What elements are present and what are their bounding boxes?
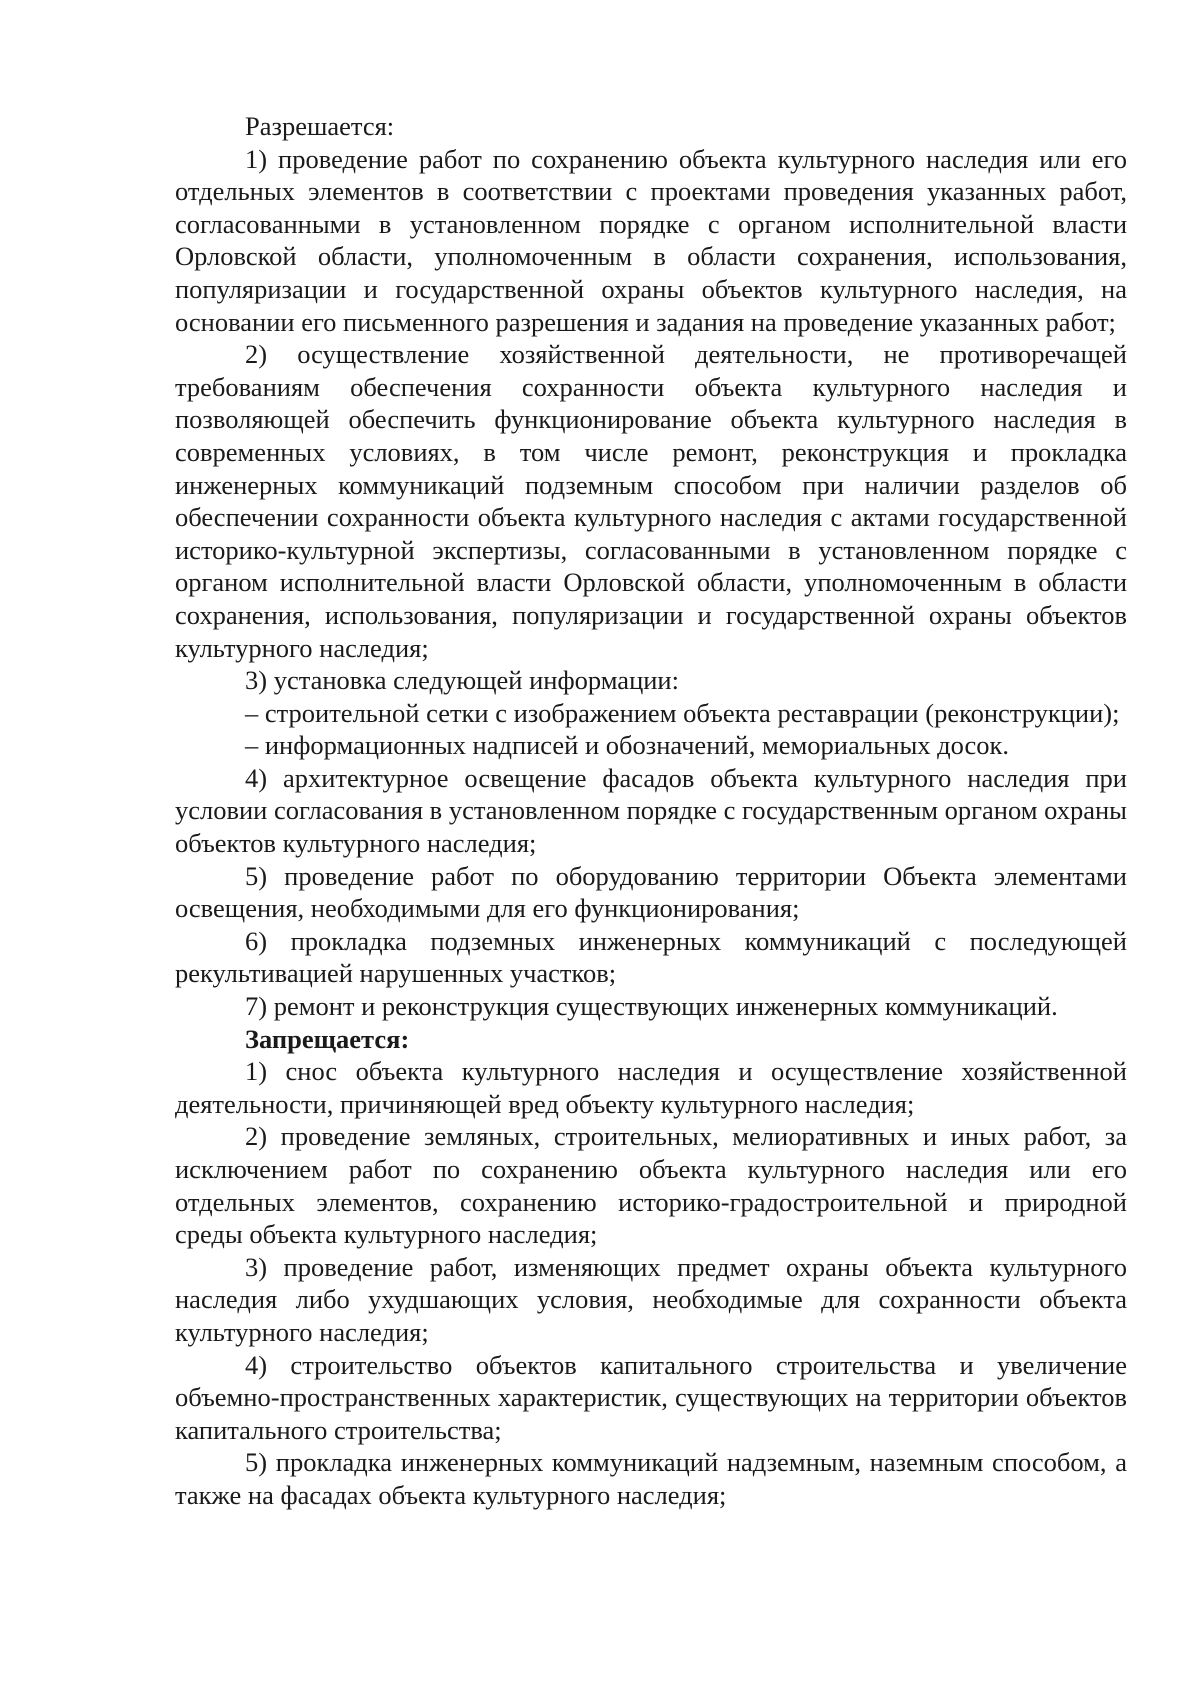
allowed-item-7: 7) ремонт и реконструкция существующих инженерных коммуникаций.: [245, 991, 1058, 1022]
allowed-item-3-sub-2: – информационных надписей и обозначений, мемориальных досок.: [245, 730, 1010, 761]
prohibited-heading: Запрещается:: [245, 1023, 410, 1054]
allowed-item-6: 6) прокладка подземных инженерных коммуникаций с последующей рекультивацией нарушенных участков;: [175, 925, 1127, 989]
document-body: [175, 110, 1127, 1512]
allowed-item-5: 5) проведение работ по оборудованию территории Объекта элементами освещения, необходимыми для его функционирования;: [175, 860, 1127, 924]
allowed-item-2: 2) осуществление хозяйственной деятельности, не противоречащей требованиям обеспечения сохранности объекта культурного наследия и позволяющей обеспечить функционирование объекта культурного наследия в современных условиях, в том числе ремонт, реконструкция и прокладка инженерных коммуникаций подземным способом при наличии разделов об обеспечении сохранности объекта культурного наследия с актами государственной историко-культурной экспертизы, согласованными в установленном порядке с органом исполнительной власти Орловской области, уполномоченным в области сохранения, использования, популяризации и государственной охраны объектов культурного наследия;: [175, 339, 1127, 663]
allowed-item-3: 3) установка следующей информации:: [245, 665, 679, 696]
prohibited-item-4: 4) строительство объектов капитального строительства и увеличение объемно-пространственных характеристик, существующих на территории объектов капитального строительства;: [175, 1349, 1127, 1445]
prohibited-item-5: 5) прокладка инженерных коммуникаций надземным, наземным способом, а также на фасадах объекта культурного наследия;: [175, 1447, 1127, 1510]
prohibited-item-3: 3) проведение работ, изменяющих предмет охраны объекта культурного наследия либо ухудшающих условия, необходимые для сохранности объекта культурного наследия;: [175, 1251, 1127, 1347]
allowed-item-3-sub-1: – строительной сетки с изображением объекта реставрации (реконструкции);: [245, 697, 1120, 728]
prohibited-item-1: 1) снос объекта культурного наследия и осуществление хозяйственной деятельности, причиняющей вред объекту культурного наследия;: [175, 1056, 1127, 1119]
allowed-item-4: 4) архитектурное освещение фасадов объекта культурного наследия при условии согласования в установленном порядке с государственным органом охраны объектов культурного наследия;: [175, 762, 1127, 859]
allowed-item-1: 1) проведение работ по сохранению объекта культурного наследия или его отдельных элементов в соответствии с проектами проведения указанных работ, согласованными в установленном порядке с органом исполнительной власти Орловской области, уполномоченным в области сохранения, использования, популяризации и государственной охраны объектов культурного наследия, на основании его письменного разрешения и задания на проведение указанных работ;: [175, 143, 1127, 337]
allowed-heading: Разрешается:: [245, 111, 395, 141]
prohibited-item-2: 2) проведение земляных, строительных, мелиоративных и иных работ, за исключением работ по сохранению объекта культурного наследия или его отдельных элементов, сохранению историко-градостроительной и природной среды объекта культурного наследия;: [175, 1121, 1127, 1250]
